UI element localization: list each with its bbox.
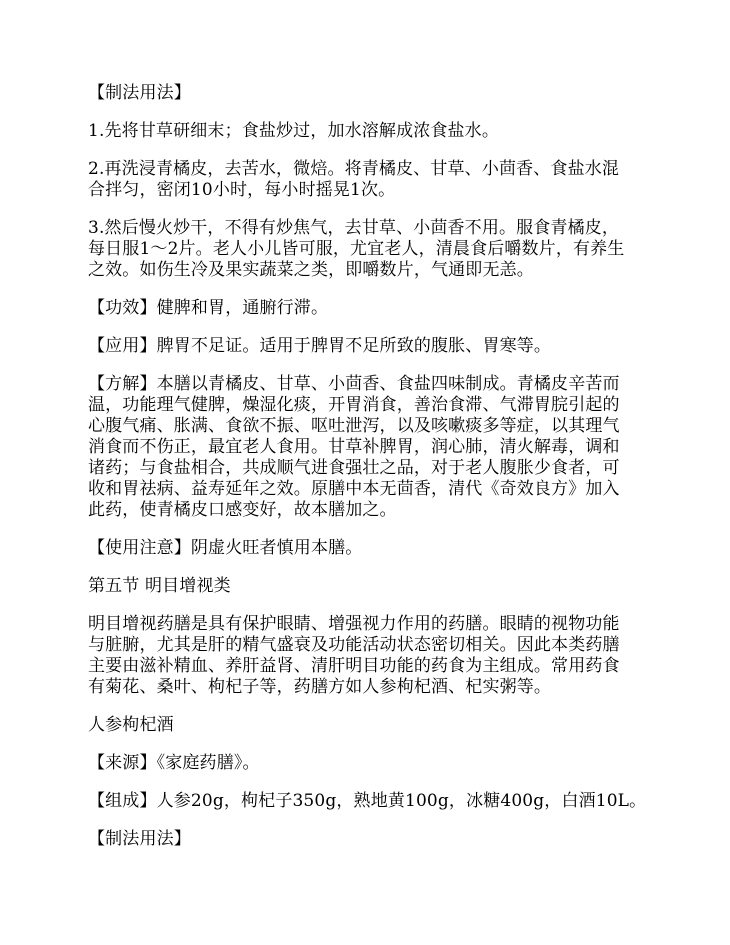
section-title [88, 576, 653, 597]
text-line: 温，功能理气健脾，燥湿化痰，开胃消食，善治食滞、气滞胃脘引起的 [88, 395, 620, 415]
step-1-paragraph [88, 121, 653, 142]
application-paragraph [88, 336, 653, 357]
text-line: 人参枸杞酒 [88, 715, 174, 735]
source-paragraph [88, 753, 653, 774]
text-line: 之效。如伤生冷及果实蔬菜之类，即嚼数片，气通即无恙。 [88, 260, 534, 280]
text-line: 合拌匀，密闭10小时，每小时摇晃1次。 [88, 180, 396, 200]
text-line: 3.然后慢火炒干，不得有炒焦气，去甘草、小茴香不用。服食青橘皮， [88, 218, 620, 238]
text-line: 【制法用法】 [88, 83, 191, 103]
text-line: 【应用】脾胃不足证。适用于脾胃不足所致的腹胀、胃寒等。 [88, 336, 552, 356]
text-line: 【功效】健脾和胃，通腑行滞。 [88, 298, 329, 318]
text-line: 1.先将甘草研细末；食盐炒过，加水溶解成浓食盐水。 [88, 121, 499, 141]
text-line: 第五节 明目增视类 [88, 576, 231, 596]
text-line: 与脏腑，尤其是肝的精气盛衰及功能活动状态密切相关。因此本类药膳 [88, 635, 620, 655]
section-heading-preparation-2 [88, 829, 653, 850]
text-line: 【方解】本膳以青橘皮、甘草、小茴香、食盐四味制成。青橘皮辛苦而 [88, 374, 620, 394]
text-line: 主要由滋补精血、养肝益肾、清肝明目功能的药食为主组成。常用药食 [88, 656, 620, 676]
text-line: 此药，使青橘皮口感变好，故本膳加之。 [88, 500, 397, 520]
recipe-title [88, 715, 653, 736]
ingredients-paragraph [88, 791, 653, 812]
text-line: 有菊花、桑叶、枸杞子等，药膳方如人参枸杞酒、杞实粥等。 [88, 677, 552, 697]
formula-explanation-paragraph [88, 374, 653, 521]
text-line: 心腹气痛、胀满、食欲不振、呕吐泄泻，以及咳嗽痰多等症，以其理气 [88, 416, 620, 436]
text-line: 【制法用法】 [88, 829, 191, 849]
step-3-paragraph [88, 218, 653, 281]
text-line: 诸药；与食盐相合，共成顺气进食强壮之品，对于老人腹胀少食者，可 [88, 458, 620, 478]
step-2-paragraph [88, 159, 653, 201]
text-line: 【来源】《家庭药膳》。 [88, 753, 260, 773]
text-line: 2.再洗浸青橘皮，去苦水，微焙。将青橘皮、甘草、小茴香、食盐水混 [88, 159, 620, 179]
text-line: 明目增视药膳是具有保护眼睛、增强视力作用的药膳。眼睛的视物功能 [88, 614, 620, 634]
efficacy-paragraph [88, 298, 653, 319]
document-page [88, 83, 653, 867]
text-line: 【组成】人参20g，枸杞子350g，熟地黄100g，冰糖400g，白酒10L。 [88, 791, 647, 811]
text-line: 收和胃祛病、益寿延年之效。原膳中本无茴香，清代《奇效良方》加入 [88, 479, 620, 499]
section-heading-preparation [88, 83, 653, 104]
text-line: 每日服1～2片。老人小儿皆可服，尤宜老人，清晨食后嚼数片，有养生 [88, 239, 625, 259]
text-line: 【使用注意】阴虚火旺者慎用本膳。 [88, 538, 363, 558]
caution-paragraph [88, 538, 653, 559]
section-intro-paragraph [88, 614, 653, 698]
text-line: 消食而不伤正，最宜老人食用。甘草补脾胃，润心肺，清火解毒，调和 [88, 437, 620, 457]
